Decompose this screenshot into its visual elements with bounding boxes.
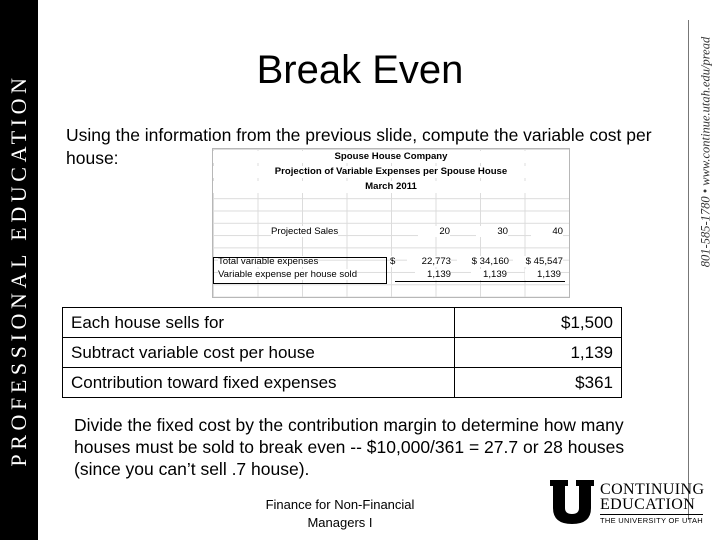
table-row <box>63 368 622 398</box>
sheet-label-box <box>213 257 387 284</box>
block-u-icon <box>548 478 596 526</box>
sheet-projected-cell: 20 <box>418 226 450 237</box>
sheet-bottom-rule <box>395 281 565 282</box>
sheet-projected-label: Projected Sales <box>271 226 339 237</box>
row-label: Contribution toward fixed expenses <box>63 368 455 398</box>
sidebar-text: PROFESSIONAL EDUCATION <box>6 73 31 467</box>
right-divider <box>688 20 689 520</box>
table-row <box>63 338 622 368</box>
sheet-total-cell: $ 45,547 <box>513 256 563 267</box>
row-label: Subtract variable cost per house <box>63 338 455 368</box>
sheet-company: Spouse House Company <box>213 151 569 163</box>
slide-title: Break Even <box>256 48 464 92</box>
sheet-per-house-cell: 1,139 <box>415 269 451 280</box>
sheet-per-house-cell: 1,139 <box>525 269 561 280</box>
table-row <box>63 308 622 338</box>
sheet-total-cell: $ 34,160 <box>457 256 509 267</box>
footer <box>250 496 430 532</box>
sheet-currency: $ <box>390 256 396 267</box>
footer-line1: Finance for Non-Financial <box>265 497 415 512</box>
university-logo <box>548 478 705 528</box>
sheet-total-cell: 22,773 <box>407 256 451 267</box>
intro-text: Using the information from the previous slide, compute the variable cost per house: <box>66 125 652 168</box>
contact-text: 801-585-1780 • www.continue.utah.edu/pread <box>698 36 713 268</box>
sheet-total-label: Total variable expenses <box>218 256 319 267</box>
logo-line2: EDUCATION <box>600 496 696 513</box>
sheet-projected-cell: 30 <box>476 226 508 237</box>
row-value: $1,500 <box>455 308 622 338</box>
row-label: Each house sells for <box>63 308 455 338</box>
left-sidebar-band <box>0 0 38 540</box>
spreadsheet-image <box>212 148 570 298</box>
sheet-per-house-label: Variable expense per house sold <box>218 269 358 280</box>
conclusion-text: Divide the fixed cost by the contribution margin to determine how many houses must be sold to break even -- $10,000/361 = 27.7 or 28 houses (since you can’t sell .7 house). <box>74 415 625 479</box>
footer-line2: Managers I <box>307 515 373 530</box>
logo-line3: THE UNIVERSITY OF UTAH <box>600 516 703 525</box>
sheet-projected-cell: 40 <box>531 226 563 237</box>
row-value: $361 <box>455 368 622 398</box>
sheet-date: March 2011 <box>213 181 569 193</box>
row-value: 1,139 <box>455 338 622 368</box>
sheet-per-house-cell: 1,139 <box>471 269 507 280</box>
sheet-title: Projection of Variable Expenses per Spouse House <box>213 166 569 178</box>
logo-line1: CONTINUING <box>600 481 705 498</box>
contribution-table <box>62 307 622 398</box>
